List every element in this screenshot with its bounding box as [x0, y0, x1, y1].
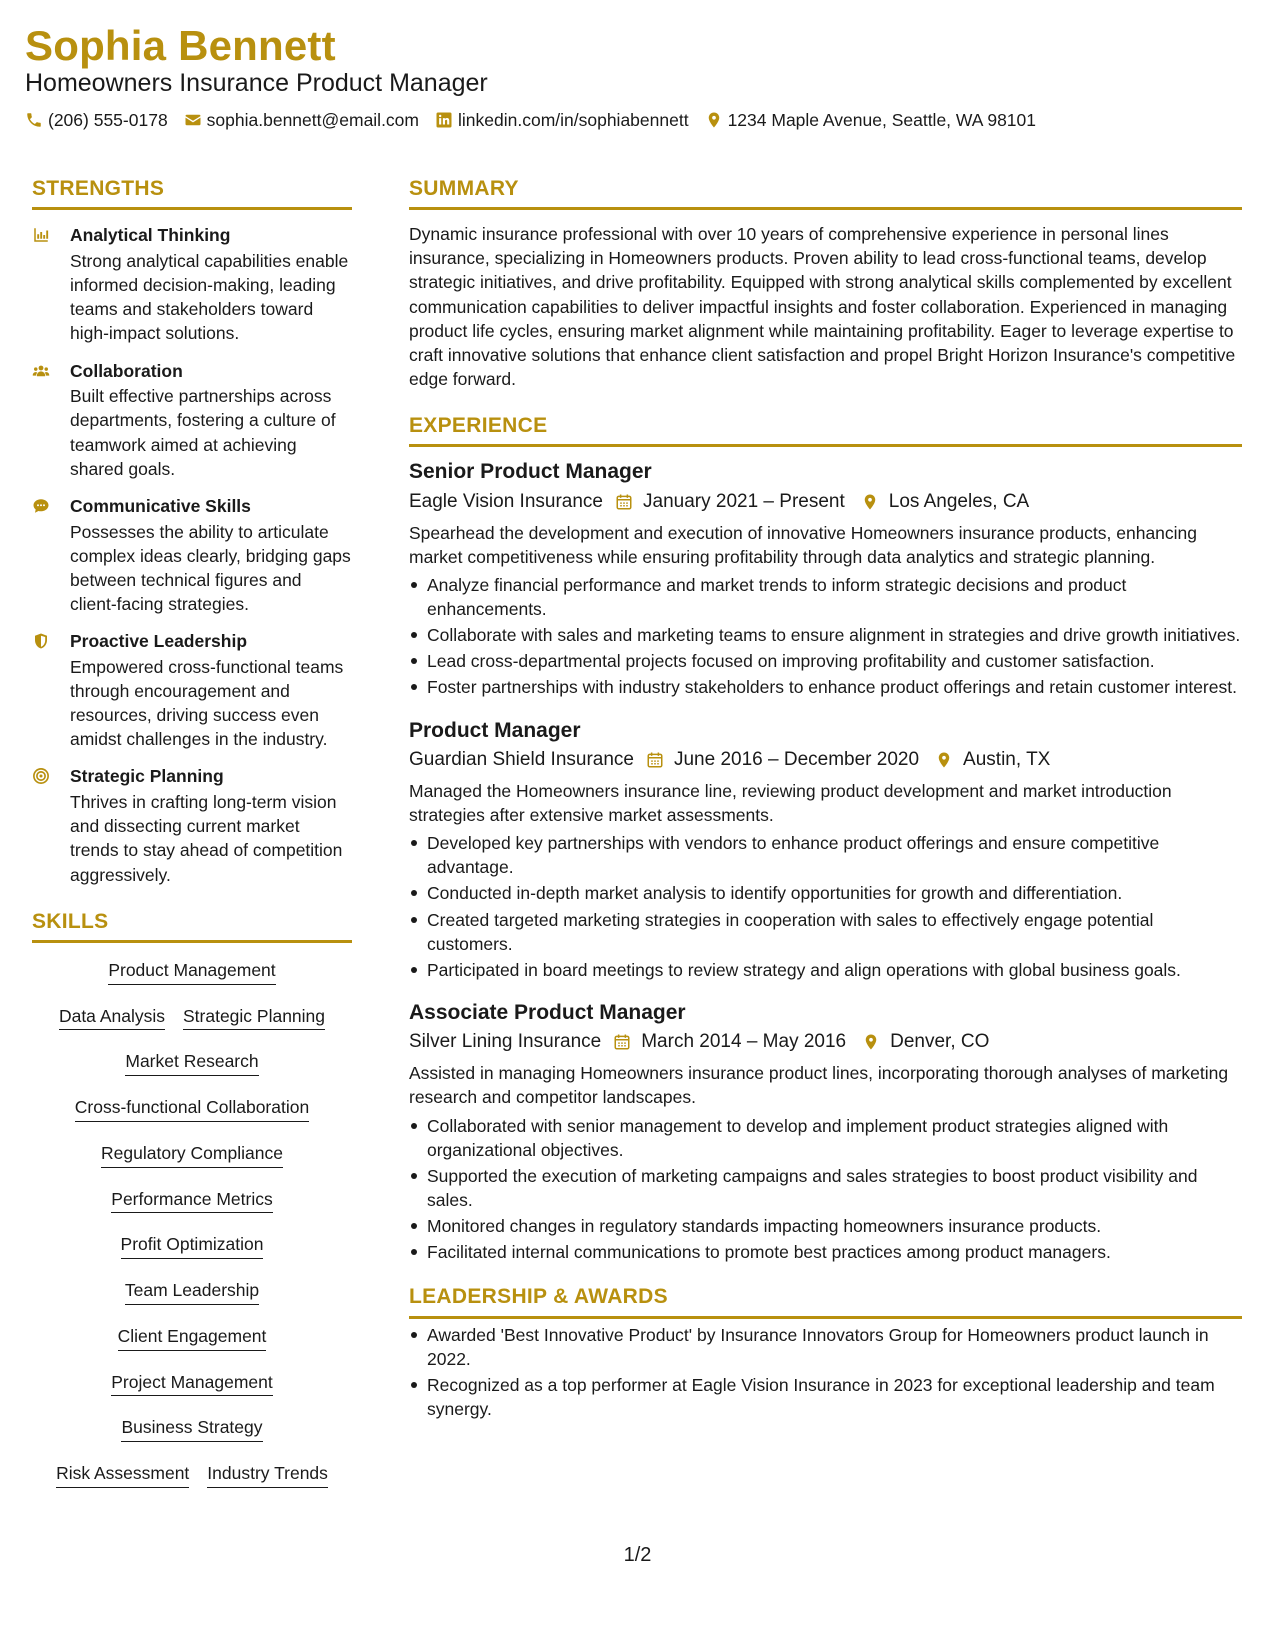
target-icon	[32, 767, 50, 785]
job-bullet: Supported the execution of marketing campaigns and sales strategies to boost product visibility and sales.	[409, 1164, 1242, 1212]
job-bullet: Developed key partnerships with vendors to enhance product offerings and ensure competitive advantage.	[409, 831, 1242, 879]
strength-item	[32, 630, 352, 751]
contact-email[interactable]	[184, 110, 419, 131]
skill-tag: Industry Trends	[207, 1462, 328, 1488]
skill-tag: Project Management	[111, 1371, 272, 1397]
skill-tag: Strategic Planning	[183, 1005, 325, 1031]
skill-tag: Risk Assessment	[56, 1462, 189, 1488]
strength-title: Strategic Planning	[70, 766, 224, 787]
users-icon	[32, 362, 50, 380]
job-description: Spearhead the development and execution of innovative Homeowners insurance products, enhancing market competitiveness while ensuring profitability through data analytics and strategic planning.	[409, 522, 1198, 567]
job-meta	[409, 1031, 1242, 1053]
job-meta	[409, 749, 1242, 771]
skill-tag: Profit Optimization	[121, 1233, 264, 1259]
left-column	[32, 176, 352, 1488]
strength-title: Communicative Skills	[70, 495, 251, 516]
envelope-icon	[184, 111, 202, 129]
comment-icon	[32, 497, 50, 515]
calendar-icon	[646, 751, 664, 769]
awards-list	[409, 1323, 1242, 1422]
skill-tag: Market Research	[125, 1050, 258, 1076]
skills-heading: SKILLS	[32, 909, 352, 943]
awards-heading: LEADERSHIP & AWARDS	[409, 1284, 1242, 1318]
job-location: Austin, TX	[963, 748, 1051, 770]
job-meta	[409, 491, 1242, 513]
skill-tag: Performance Metrics	[111, 1188, 272, 1214]
job-bullet: Analyze financial performance and market trends to inform strategic decisions and product enhancements.	[409, 573, 1242, 621]
job-location: Los Angeles, CA	[888, 490, 1030, 512]
skill-tag: Client Engagement	[118, 1325, 267, 1351]
skill-tag: Data Analysis	[59, 1005, 165, 1031]
job-bullet: Created targeted marketing strategies in cooperation with sales to effectively engage potential customers.	[409, 908, 1242, 956]
job-entry	[409, 718, 1242, 982]
job-bullet: Foster partnerships with industry stakeholders to enhance product offerings and retain customer interest.	[409, 675, 1242, 699]
strength-item	[32, 765, 352, 886]
linkedin-link[interactable]: linkedin.com/in/sophiabennett	[458, 109, 689, 130]
map-pin-icon	[862, 1033, 880, 1051]
job-bullet: Collaborate with sales and marketing teams to ensure alignment in strategies and drive growth initiatives.	[409, 623, 1242, 647]
map-pin-icon	[935, 751, 953, 769]
skill-tag: Cross-functional Collaboration	[75, 1096, 309, 1122]
contact-linkedin[interactable]	[435, 110, 689, 131]
strength-item	[32, 360, 352, 481]
strength-description: Empowered cross-functional teams through encouragement and resources, driving success even amidst challenges in the industry.	[70, 656, 344, 750]
job-title: Associate Product Manager	[409, 1000, 686, 1024]
linkedin-icon	[435, 111, 453, 129]
email-link[interactable]: sophia.bennett@email.com	[206, 109, 419, 130]
contact-bar	[25, 110, 1250, 131]
job-dates: June 2016 – December 2020	[673, 748, 920, 770]
summary-text: Dynamic insurance professional with over 10 years of comprehensive experience in personal lines insurance, specializing in Homeowners products. Proven ability to lead cross-functional teams, develop strategic initiatives, and drive profitability. Equipped with strong analytical skills complemented by excellent communication capabilities to deliver impactful insights and foster collaboration. Experienced in managing product life cycles, ensuring market alignment while maintaining profitability. Eager to leverage expertise to craft innovative solutions that enhance client satisfaction and propel Bright Horizon Insurance's competitive edge forward.	[409, 224, 1236, 390]
award-item: Recognized as a top performer at Eagle Vision Insurance in 2023 for exceptional leadership and team synergy.	[409, 1373, 1242, 1421]
job-bullet: Collaborated with senior management to develop and implement product strategies aligned with organizational objectives.	[409, 1114, 1242, 1162]
strength-description: Built effective partnerships across departments, fostering a culture of teamwork aimed at achieving shared goals.	[70, 386, 336, 479]
job-bullets	[409, 573, 1242, 700]
resume-header	[25, 22, 1250, 131]
shield-icon	[32, 632, 50, 650]
map-pin-icon	[705, 111, 723, 129]
job-title: Product Manager	[409, 718, 581, 742]
strengths-heading: STRENGTHS	[32, 176, 352, 210]
job-location: Denver, CO	[890, 1031, 990, 1053]
skill-tag: Team Leadership	[125, 1279, 259, 1305]
calendar-icon	[613, 1033, 631, 1051]
award-item: Awarded 'Best Innovative Product' by Insurance Innovators Group for Homeowners product launch in 2022.	[409, 1323, 1242, 1371]
skills-list	[32, 959, 352, 1488]
strength-description: Thrives in crafting long-term vision and dissecting current market trends to stay ahead of competition aggressively.	[70, 792, 343, 885]
page-number: 1/2	[623, 1544, 652, 1566]
job-bullet: Facilitated internal communications to promote best practices among product managers.	[409, 1240, 1242, 1264]
bar-chart-icon	[32, 226, 50, 244]
candidate-name: Sophia Bennett	[25, 22, 336, 69]
job-dates: January 2021 – Present	[643, 490, 845, 512]
job-company: Eagle Vision Insurance	[409, 490, 603, 512]
job-company: Silver Lining Insurance	[409, 1031, 602, 1053]
job-dates: March 2014 – May 2016	[641, 1031, 847, 1053]
contact-phone	[25, 110, 168, 131]
strength-item	[32, 224, 352, 345]
strength-item	[32, 495, 352, 616]
job-company: Guardian Shield Insurance	[409, 748, 634, 770]
job-bullets	[409, 831, 1242, 982]
phone-text: (206) 555-0178	[48, 109, 168, 130]
contact-address	[705, 110, 1036, 131]
summary-heading: SUMMARY	[409, 176, 1242, 210]
job-bullets	[409, 1114, 1242, 1265]
strength-title: Analytical Thinking	[70, 225, 231, 246]
candidate-role: Homeowners Insurance Product Manager	[25, 69, 488, 98]
job-entry	[409, 1000, 1242, 1264]
map-pin-icon	[861, 493, 879, 511]
job-title: Senior Product Manager	[409, 460, 652, 484]
job-bullet: Conducted in-depth market analysis to identify opportunities for growth and differentiation.	[409, 881, 1242, 905]
strength-description: Possesses the ability to articulate complex ideas clearly, bridging gaps between technical figures and client-facing strategies.	[70, 521, 351, 614]
experience-heading: EXPERIENCE	[409, 413, 1242, 447]
job-bullet: Monitored changes in regulatory standards impacting homeowners insurance products.	[409, 1214, 1242, 1238]
strength-title: Collaboration	[70, 360, 183, 381]
job-entry	[409, 459, 1242, 699]
right-column	[409, 176, 1242, 1423]
job-bullet: Lead cross-departmental projects focused on improving profitability and customer satisfaction.	[409, 649, 1242, 673]
strengths-list	[32, 224, 352, 887]
job-description: Assisted in managing Homeowners insurance product lines, incorporating thorough analyses of marketing research and competitor landscapes.	[409, 1063, 1229, 1108]
skill-tag: Product Management	[108, 959, 275, 985]
calendar-icon	[615, 493, 633, 511]
strength-title: Proactive Leadership	[70, 631, 248, 652]
phone-icon	[25, 111, 43, 129]
strength-description: Strong analytical capabilities enable informed decision-making, leading teams and stakeholders toward high-impact solutions.	[70, 250, 349, 344]
skill-tag: Business Strategy	[121, 1416, 262, 1442]
job-description: Managed the Homeowners insurance line, reviewing product development and market introduction strategies after extensive market assessments.	[409, 780, 1172, 825]
address-text: 1234 Maple Avenue, Seattle, WA 98101	[727, 109, 1036, 130]
skill-tag: Regulatory Compliance	[101, 1142, 283, 1168]
job-bullet: Participated in board meetings to review strategy and align operations with global business goals.	[409, 958, 1242, 982]
